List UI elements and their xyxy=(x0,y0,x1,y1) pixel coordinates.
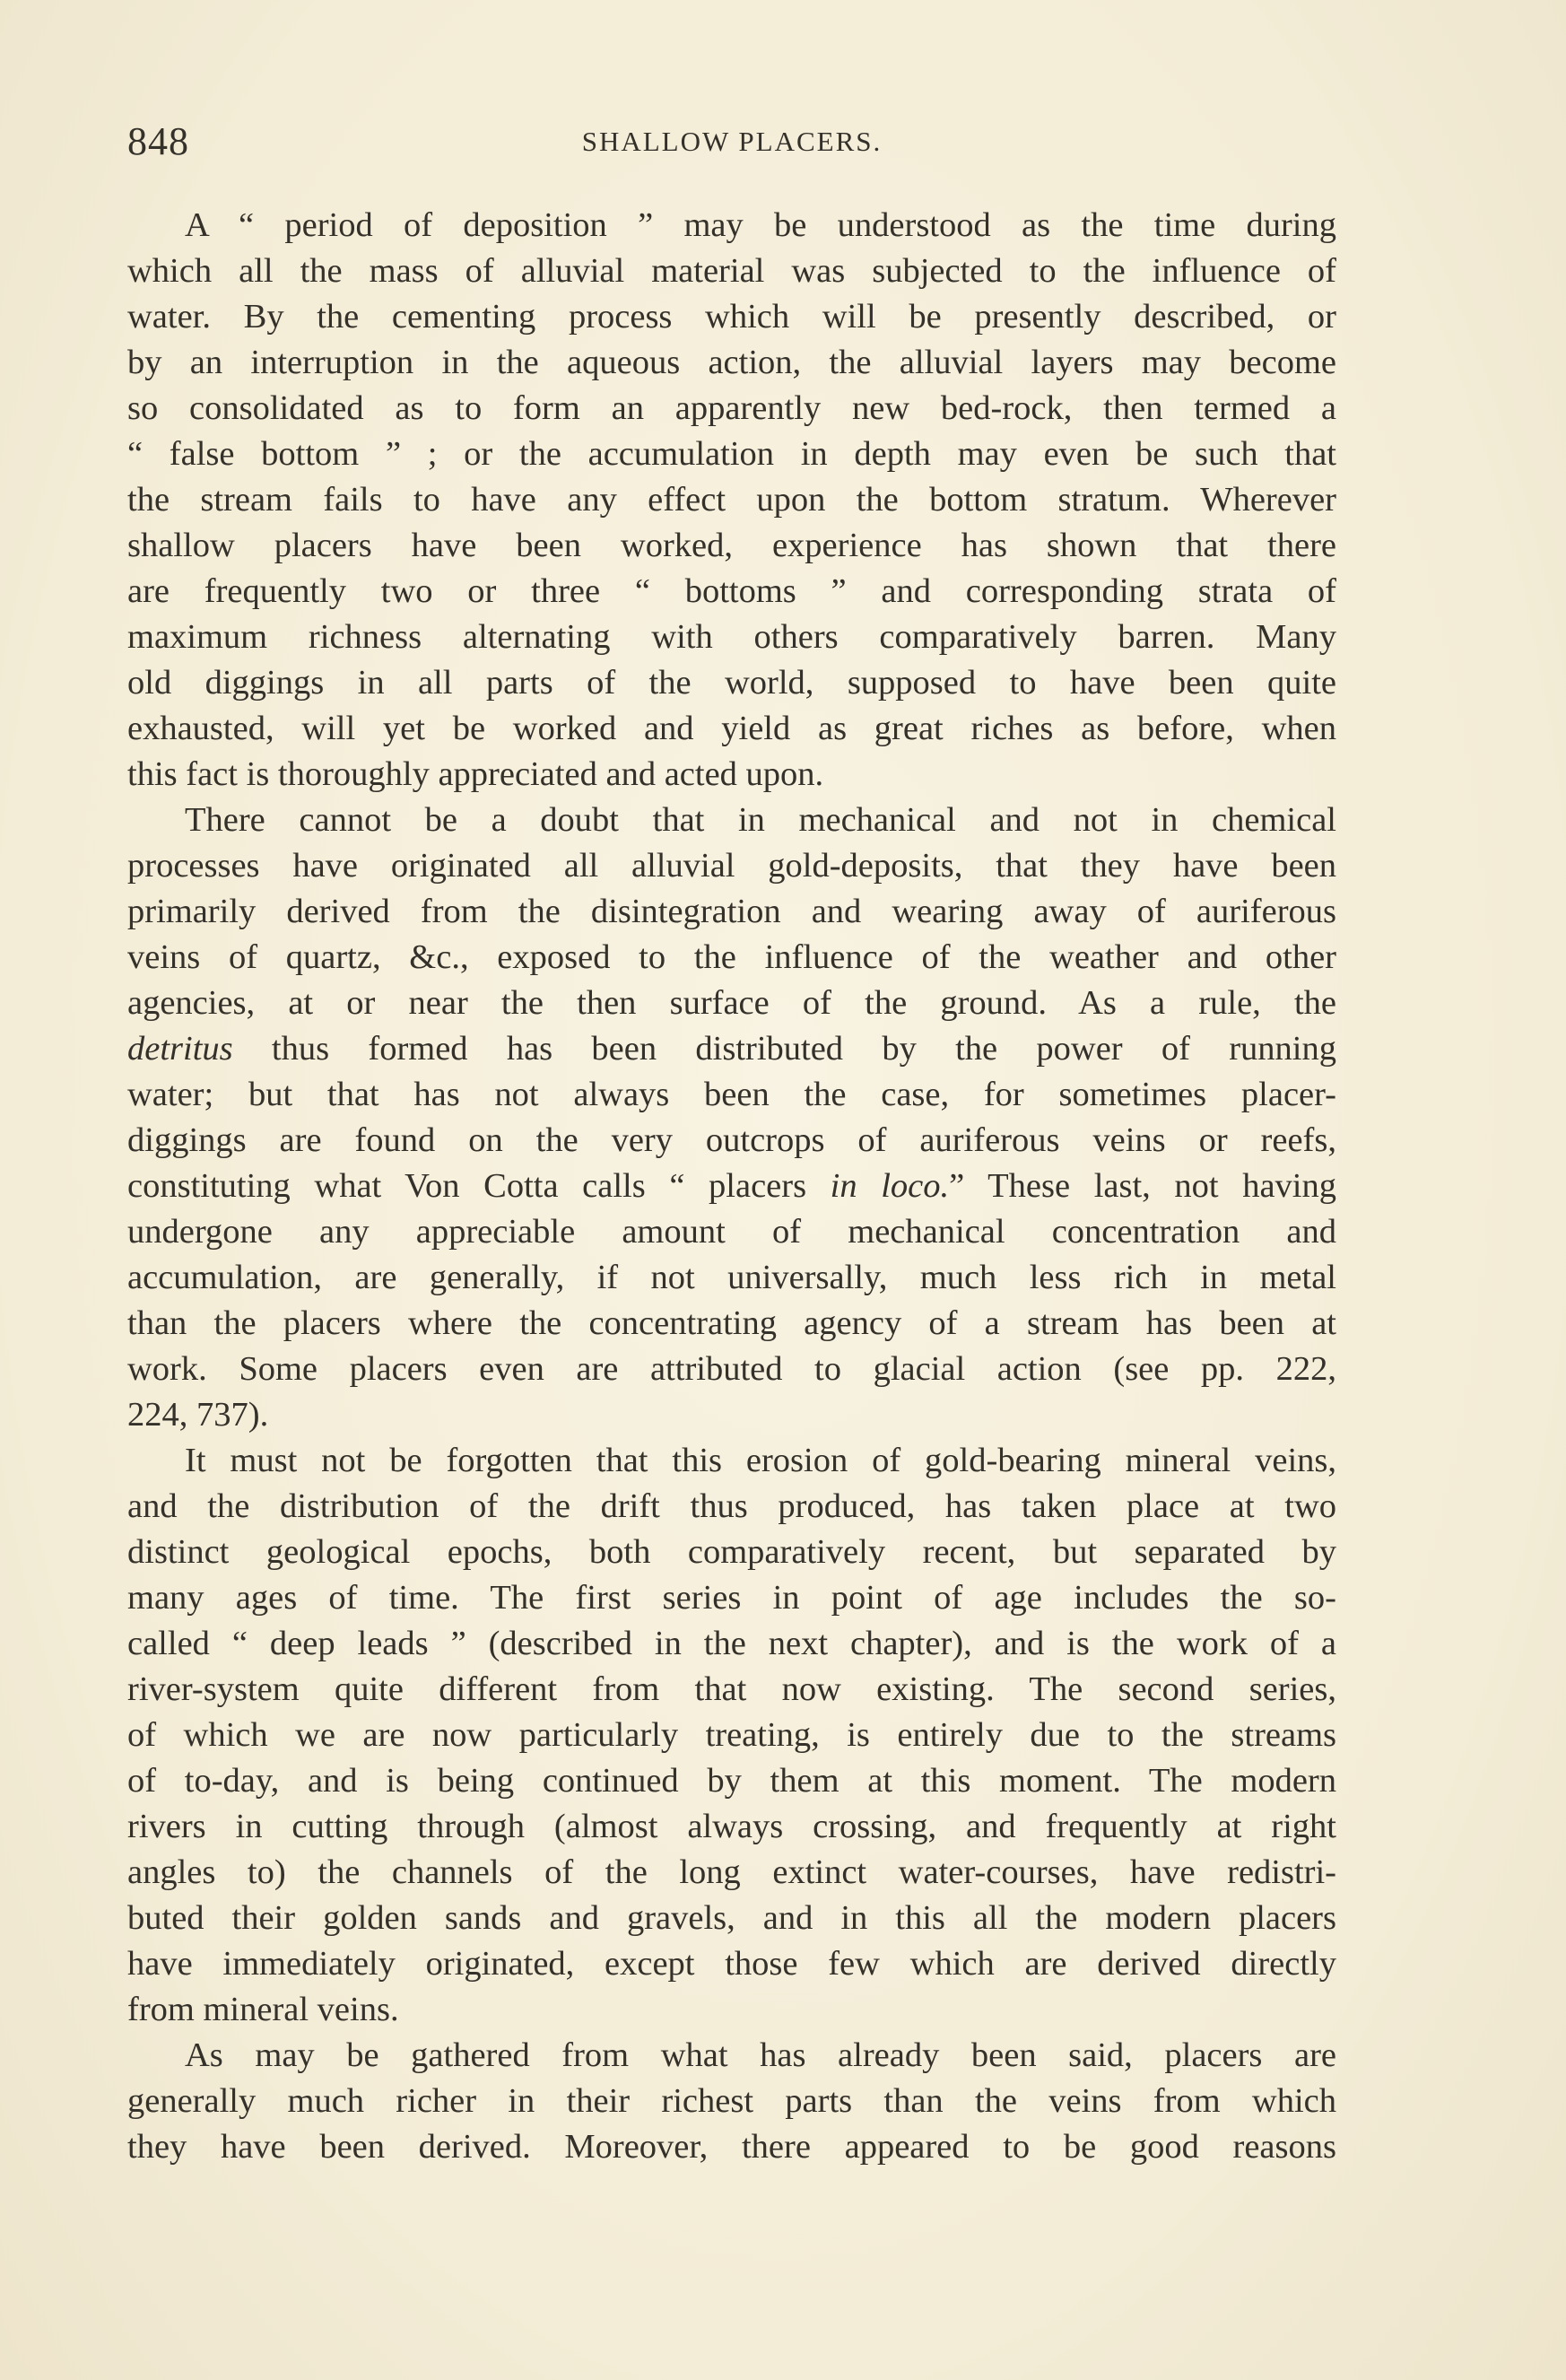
text-line: primarily derived from the disintegration and wearing away of auriferous xyxy=(127,893,1336,930)
text-line: There cannot be a doubt that in mechanical and not in chemical xyxy=(185,801,1336,839)
text-line: buted their golden sands and gravels, and in this all the modern placers xyxy=(127,1899,1336,1937)
text-line: distinct geological epochs, both comparatively recent, but separated by xyxy=(127,1533,1336,1571)
text-segment: ” These last, not having xyxy=(949,1167,1336,1205)
text-line-mixed xyxy=(127,1026,1336,1072)
text-line: rivers in cutting through (almost always crossing, and frequently at right xyxy=(127,1808,1336,1845)
text-line: maximum richness alternating with others comparatively barren. Many xyxy=(127,618,1336,656)
text-line: “ false bottom ” ; or the accumulation in depth may even be such that xyxy=(127,435,1336,473)
italic-term: in loco. xyxy=(830,1167,950,1205)
text-line: As may be gathered from what has already been said, placers are xyxy=(185,2036,1336,2074)
text-line: exhausted, will yet be worked and yield as great riches as before, when xyxy=(127,710,1336,747)
text-line: veins of quartz, &c., exposed to the influence of the weather and other xyxy=(127,938,1336,976)
text-line: water. By the cementing process which will be presently described, or xyxy=(127,298,1336,336)
body-text xyxy=(127,203,1336,2170)
text-line: by an interruption in the aqueous action, the alluvial layers may become xyxy=(127,344,1336,381)
text-line: old diggings in all parts of the world, supposed to have been quite xyxy=(127,664,1336,702)
text-line: work. Some placers even are attributed to glacial action (see pp. 222, xyxy=(127,1350,1336,1388)
text-line: It must not be forgotten that this erosion of gold-bearing mineral veins, xyxy=(185,1442,1336,1479)
italic-term: detritus xyxy=(127,1030,233,1068)
text-segment: thus formed has been distributed by the power of running xyxy=(232,1030,1336,1068)
text-line: and the distribution of the drift thus produced, has taken place at two xyxy=(127,1487,1336,1525)
text-line: from mineral veins. xyxy=(127,1991,399,2028)
page-number: 848 xyxy=(127,119,189,163)
text-line: generally much richer in their richest parts than the veins from which xyxy=(127,2082,1336,2120)
text-line: called “ deep leads ” (described in the next chapter), and is the work of a xyxy=(127,1625,1336,1662)
text-line: they have been derived. Moreover, there appeared to be good reasons xyxy=(127,2128,1336,2166)
running-title: SHALLOW PLACERS. xyxy=(581,126,883,157)
text-line: this fact is thoroughly appreciated and acted upon. xyxy=(127,755,824,793)
text-line: which all the mass of alluvial material was subjected to the influence of xyxy=(127,252,1336,290)
text-line: the stream fails to have any effect upon the bottom stratum. Wherever xyxy=(127,481,1336,519)
text-line: A “ period of deposition ” may be understood as the time during xyxy=(185,206,1336,244)
text-line: 224, 737). xyxy=(127,1396,269,1434)
text-line: diggings are found on the very outcrops of auriferous veins or reefs, xyxy=(127,1121,1336,1159)
text-line: are frequently two or three “ bottoms ” and corresponding strata of xyxy=(127,572,1336,610)
text-line: angles to) the channels of the long extinct water-courses, have redistri- xyxy=(127,1853,1336,1891)
text-line: processes have originated all alluvial gold-deposits, that they have been xyxy=(127,847,1336,885)
text-line: accumulation, are generally, if not universally, much less rich in metal xyxy=(127,1259,1336,1296)
text-line: river-system quite different from that now existing. The second series, xyxy=(127,1670,1336,1708)
text-line: than the placers where the concentrating agency of a stream has been at xyxy=(127,1304,1336,1342)
text-line-mixed xyxy=(127,1164,1336,1209)
text-line: water; but that has not always been the case, for sometimes placer- xyxy=(127,1076,1336,1113)
text-line: so consolidated as to form an apparently new bed-rock, then termed a xyxy=(127,389,1336,427)
text-segment: constituting what Von Cotta calls “ placers xyxy=(127,1167,831,1205)
text-line: of to-day, and is being continued by them at this moment. The modern xyxy=(127,1762,1336,1800)
text-line: undergone any appreciable amount of mechanical concentration and xyxy=(127,1213,1336,1251)
text-line: shallow placers have been worked, experience has shown that there xyxy=(127,527,1336,564)
text-line: agencies, at or near the then surface of the ground. As a rule, the xyxy=(127,984,1336,1022)
text-line: of which we are now particularly treating, is entirely due to the streams xyxy=(127,1716,1336,1754)
text-line: have immediately originated, except those few which are derived directly xyxy=(127,1945,1336,1983)
text-line: many ages of time. The first series in point of age includes the so- xyxy=(127,1579,1336,1617)
running-head xyxy=(127,118,1336,172)
